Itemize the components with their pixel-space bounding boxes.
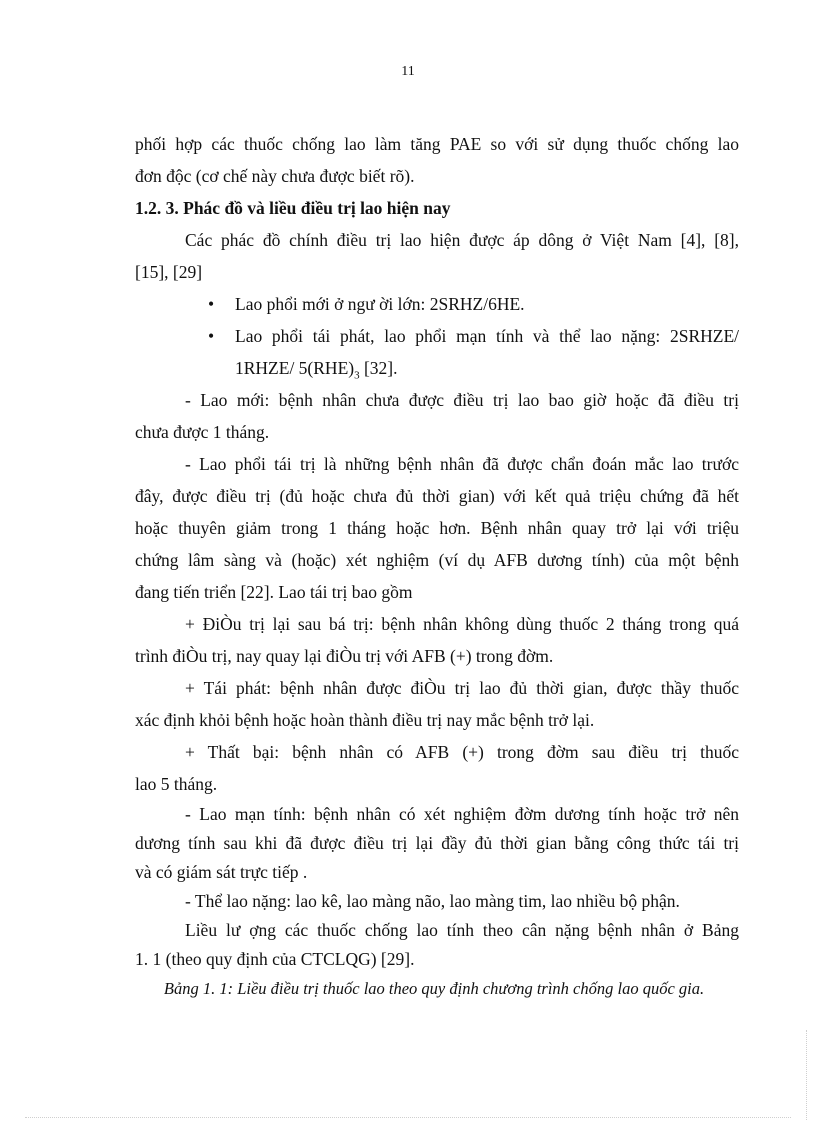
- paragraph-line: chứng lâm sàng và (hoặc) xét nghiệm (ví dụ AFB dương tính) của một bệnh: [135, 550, 739, 570]
- bullet-icon: •: [208, 326, 215, 346]
- bullet-item: [135, 320, 739, 352]
- paragraph-line: - Thể lao nặng: lao kê, lao màng não, lao màng tim, lao nhiều bộ phận.: [185, 891, 680, 911]
- bullet-text: Lao phổi mới ở ngư ời lớn: 2SRHZ/6HE.: [235, 294, 525, 314]
- table-caption: Bảng 1. 1: Liều điều trị thuốc lao theo quy định chương trình chống lao quốc gia.: [163, 979, 705, 998]
- paragraph-line: và có giám sát trực tiếp .: [135, 862, 308, 882]
- paragraph-line: [15], [29]: [135, 262, 203, 282]
- paragraph-line: đây, được điều trị (đủ hoặc chưa đủ thời gian) với kết quả triệu chứng đã hết: [135, 486, 739, 506]
- paragraph-line: hoặc thuyên giảm trong 1 tháng hoặc hơn. Bệnh nhân quay trở lại với triệu: [135, 518, 739, 538]
- page-number: 11: [401, 64, 415, 79]
- page-border-line: [25, 1117, 791, 1118]
- bullet-continuation: [135, 352, 739, 384]
- regimen-text: 1RHZE/ 5(RHE): [235, 358, 355, 378]
- paragraph-line: Các phác đồ chính điều trị lao hiện được áp dông ở Việt Nam [4], [8],: [185, 230, 739, 250]
- page-border-line: [806, 1030, 807, 1120]
- paragraph-line: trình điÒu trị, nay quay lại điÒu trị với AFB (+) trong đờm.: [135, 646, 554, 666]
- paragraph-line: xác định khỏi bệnh hoặc hoàn thành điều trị nay mắc bệnh trở lại.: [135, 710, 595, 730]
- paragraph-line: đang tiến triển [22]. Lao tái trị bao gồm: [135, 582, 413, 602]
- citation: [32].: [359, 358, 398, 378]
- paragraph-line: dương tính sau khi đã được điều trị lại đầy đủ thời gian bằng công thức tái trị: [135, 833, 739, 853]
- regimen-subscript: 3: [354, 369, 360, 382]
- paragraph-line: Liều lư ợng các thuốc chống lao tính theo cân nặng bệnh nhân ở Bảng: [185, 920, 739, 940]
- section-heading: 1.2. 3. Phác đồ và liều điều trị lao hiện nay: [135, 198, 451, 218]
- bullet-icon: •: [208, 294, 215, 314]
- paragraph-line: - Lao phổi tái trị là những bệnh nhân đã được chẩn đoán mắc lao trước: [185, 454, 739, 474]
- paragraph-line: phối hợp các thuốc chống lao làm tăng PAE so với sử dụng thuốc chống lao: [135, 134, 739, 154]
- paragraph-line: đơn độc (cơ chế này chưa được biết rõ).: [135, 166, 415, 186]
- paragraph-line: lao 5 tháng.: [135, 774, 218, 794]
- paragraph-line: - Lao mạn tính: bệnh nhân có xét nghiệm đờm dương tính hoặc trở nên: [185, 804, 739, 824]
- paragraph-line: + ĐiÒu trị lại sau bá trị: bệnh nhân không dùng thuốc 2 tháng trong quá: [185, 614, 739, 634]
- paragraph-line: 1. 1 (theo quy định của CTCLQG) [29].: [135, 949, 415, 969]
- bullet-text: Lao phổi tái phát, lao phổi mạn tính và thể lao nặng: 2SRHZE/: [235, 326, 739, 346]
- paragraph-line: - Lao mới: bệnh nhân chưa được điều trị lao bao giờ hoặc đã điều trị: [185, 390, 739, 410]
- paragraph-line: + Tái phát: bệnh nhân được điÒu trị lao đủ thời gian, được thầy thuốc: [185, 678, 739, 698]
- bullet-item: [135, 288, 739, 320]
- document-body: [135, 128, 739, 1004]
- paragraph-line: chưa được 1 tháng.: [135, 422, 270, 442]
- paragraph-line: + Thất bại: bệnh nhân có AFB (+) trong đờm sau điều trị thuốc: [185, 742, 739, 762]
